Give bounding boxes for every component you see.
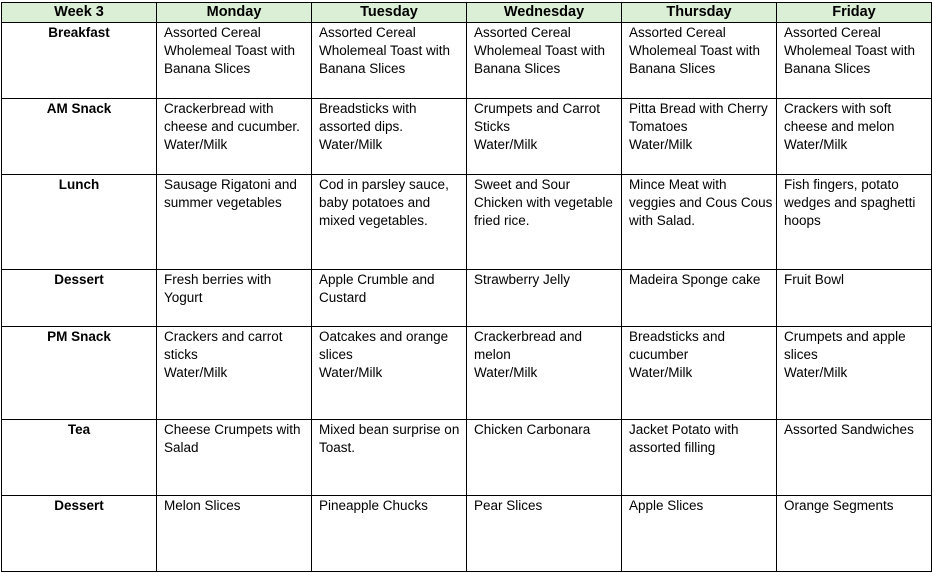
menu-cell-wednesday: Crumpets and Carrot Sticks Water/Milk (467, 99, 622, 175)
meal-row-dessert-evening (2, 496, 932, 572)
menu-cell-friday: Assorted Cereal Wholemeal Toast with Banana Slices (777, 23, 932, 99)
meal-label: Tea (2, 420, 157, 496)
menu-cell-friday: Crackers with soft cheese and melon Water/Milk (777, 99, 932, 175)
menu-cell-thursday: Madeira Sponge cake (622, 270, 777, 327)
meal-label: Dessert (2, 270, 157, 327)
menu-cell-tuesday: Mixed bean surprise on Toast. (312, 420, 467, 496)
menu-cell-friday: Orange Segments (777, 496, 932, 572)
meal-row-am-snack (2, 99, 932, 175)
meal-label: Lunch (2, 175, 157, 270)
menu-cell-tuesday: Oatcakes and orange slices Water/Milk (312, 327, 467, 420)
menu-cell-wednesday: Assorted Cereal Wholemeal Toast with Banana Slices (467, 23, 622, 99)
menu-cell-tuesday: Breadsticks with assorted dips. Water/Milk (312, 99, 467, 175)
week-label: Week 3 (2, 3, 157, 23)
day-header-friday: Friday (777, 3, 932, 23)
menu-cell-monday: Crackers and carrot sticks Water/Milk (157, 327, 312, 420)
meal-row-tea (2, 420, 932, 496)
menu-cell-friday: Crumpets and apple slices Water/Milk (777, 327, 932, 420)
menu-cell-thursday: Jacket Potato with assorted filling (622, 420, 777, 496)
meal-row-pm-snack (2, 327, 932, 420)
menu-cell-monday: Fresh berries with Yogurt (157, 270, 312, 327)
menu-cell-monday: Crackerbread with cheese and cucumber. Water/Milk (157, 99, 312, 175)
meal-row-lunch (2, 175, 932, 270)
menu-cell-wednesday: Pear Slices (467, 496, 622, 572)
menu-cell-monday: Melon Slices (157, 496, 312, 572)
meal-label: Dessert (2, 496, 157, 572)
menu-cell-wednesday: Chicken Carbonara (467, 420, 622, 496)
header-row (2, 3, 932, 23)
menu-cell-thursday: Breadsticks and cucumber Water/Milk (622, 327, 777, 420)
menu-cell-tuesday: Apple Crumble and Custard (312, 270, 467, 327)
menu-cell-thursday: Pitta Bread with Cherry Tomatoes Water/Milk (622, 99, 777, 175)
menu-cell-tuesday: Cod in parsley sauce, baby potatoes and mixed vegetables. (312, 175, 467, 270)
meal-label: AM Snack (2, 99, 157, 175)
menu-cell-monday: Sausage Rigatoni and summer vegetables (157, 175, 312, 270)
menu-cell-wednesday: Strawberry Jelly (467, 270, 622, 327)
day-header-monday: Monday (157, 3, 312, 23)
meal-label: PM Snack (2, 327, 157, 420)
menu-cell-friday: Fruit Bowl (777, 270, 932, 327)
menu-cell-tuesday: Assorted Cereal Wholemeal Toast with Banana Slices (312, 23, 467, 99)
menu-cell-wednesday: Sweet and Sour Chicken with vegetable fried rice. (467, 175, 622, 270)
day-header-thursday: Thursday (622, 3, 777, 23)
day-header-tuesday: Tuesday (312, 3, 467, 23)
meal-row-breakfast (2, 23, 932, 99)
menu-cell-friday: Assorted Sandwiches (777, 420, 932, 496)
meal-row-dessert (2, 270, 932, 327)
menu-cell-monday: Assorted Cereal Wholemeal Toast with Banana Slices (157, 23, 312, 99)
meal-label: Breakfast (2, 23, 157, 99)
day-header-wednesday: Wednesday (467, 3, 622, 23)
menu-cell-thursday: Assorted Cereal Wholemeal Toast with Banana Slices (622, 23, 777, 99)
menu-cell-thursday: Mince Meat with veggies and Cous Cous with Salad. (622, 175, 777, 270)
weekly-menu-table (1, 2, 932, 572)
menu-cell-friday: Fish fingers, potato wedges and spaghetti hoops (777, 175, 932, 270)
menu-cell-tuesday: Pineapple Chucks (312, 496, 467, 572)
menu-cell-monday: Cheese Crumpets with Salad (157, 420, 312, 496)
menu-cell-wednesday: Crackerbread and melon Water/Milk (467, 327, 622, 420)
menu-cell-thursday: Apple Slices (622, 496, 777, 572)
